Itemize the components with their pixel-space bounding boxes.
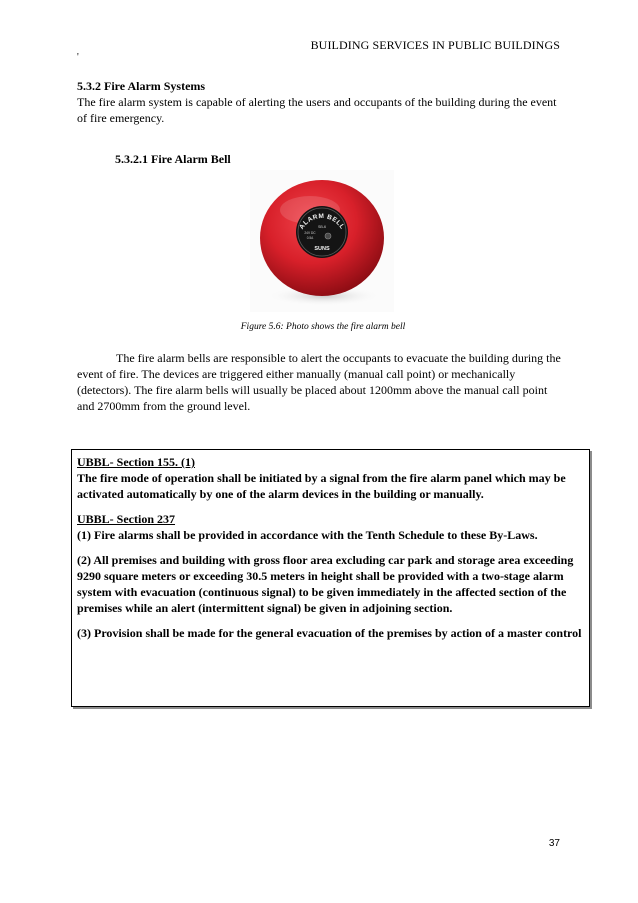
ubbl-item-3: (3) Provision shall be made for the general evacuation of the premises by action of a master control — [77, 626, 582, 640]
page-number: 37 — [548, 838, 560, 849]
subsection-heading: 5.3.2.1 Fire Alarm Bell — [115, 152, 231, 166]
section-paragraph: The fire alarm system is capable of alerting the users and occupants of the building during the event of fire emergency. — [77, 95, 557, 125]
bell-center-hole — [325, 233, 331, 239]
body-paragraph: The fire alarm bells are responsible to alert the occupants to evacuate the building during the event of fire. The devices are triggered either manually (manual call point) or mechanically (detectors). The fire alarm bells will usually be placed about 1200mm above the manual call point and 2700mm from the ground level. — [77, 351, 561, 413]
stray-mark: ' — [77, 52, 79, 63]
ubbl-section-155-title: UBBL- Section 155. (1) — [77, 455, 195, 469]
bell-spec-1: SB-6 — [318, 225, 326, 229]
bell-label: ALARM BELL — [298, 212, 346, 231]
bell-spec-3: 0.5A — [306, 236, 314, 240]
fire-alarm-bell-photo — [250, 170, 394, 312]
figure-caption: Figure 5.6: Photo shows the fire alarm bell — [240, 322, 406, 332]
ubbl-box — [71, 449, 590, 707]
ubbl-item-2: (2) All premises and building with gross floor area excluding car park and storage area exceeding 9290 square meters or exceeding 30.5 meters in height shall be provided with a two-stage alarm system with evacuation (continuous signal) to be given immediately in the affected section of the premises while an alert (intermittent signal) be given in adjoining section. — [77, 553, 574, 615]
section-heading: 5.3.2 Fire Alarm Systems — [77, 79, 206, 93]
bell-spec-2: 24V DC — [304, 231, 316, 235]
ubbl-item-1: (1) Fire alarms shall be provided in accordance with the Tenth Schedule to these By-Laws. — [77, 528, 538, 542]
ubbl-section-155-text: The fire mode of operation shall be initiated by a signal from the fire alarm panel which may be activated automatically by one of the alarm devices in the building or manually. — [77, 471, 566, 501]
bell-brand: SUNS — [314, 246, 330, 252]
running-header: BUILDING SERVICES IN PUBLIC BUILDINGS — [310, 38, 560, 52]
ubbl-section-237-title: UBBL- Section 237 — [77, 512, 176, 526]
